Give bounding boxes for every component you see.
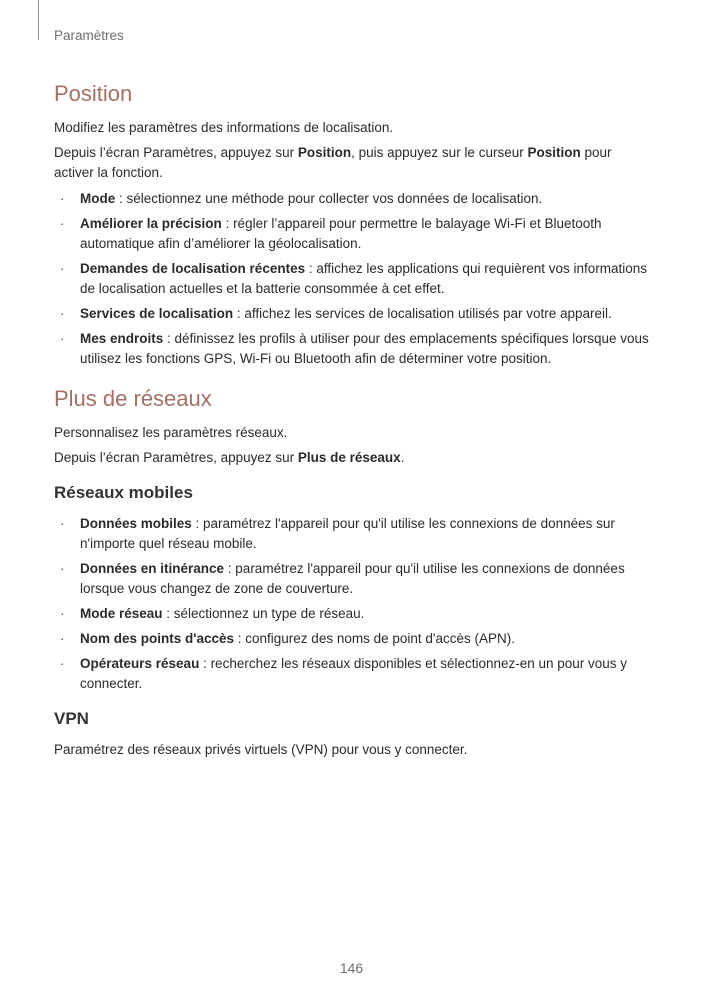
bullet-icon: · <box>60 261 65 276</box>
reseaux-mobiles-list <box>54 514 654 694</box>
list-item: · Données en itinérance : paramétrez l'appareil pour qu'il utilise les connexions de données lorsque vous changez de zone de couverture. <box>60 561 625 596</box>
subsection-reseaux-mobiles <box>54 482 654 694</box>
subsection-title-reseaux-mobiles: Réseaux mobiles <box>54 483 193 502</box>
bullet-icon: · <box>60 306 65 321</box>
plus-reseaux-instruction: Depuis l’écran Paramètres, appuyez sur Plus de réseaux. <box>54 450 405 465</box>
running-header: Paramètres <box>54 28 124 43</box>
list-item: · Opérateurs réseau : recherchez les réseaux disponibles et sélectionnez-en un pour vous y connecter. <box>60 656 628 691</box>
bullet-icon: · <box>60 216 65 231</box>
plus-reseaux-intro: Personnalisez les paramètres réseaux. <box>54 425 288 440</box>
subsection-vpn <box>54 708 654 760</box>
page-number: 146 <box>339 960 364 976</box>
bullet-icon: · <box>60 191 65 206</box>
bullet-icon: · <box>60 516 65 531</box>
term-plus-de-reseaux: Plus de réseaux <box>297 450 401 465</box>
list-item: · Améliorer la précision : régler l’appareil pour permettre le balayage Wi-Fi et Bluetooth automatique afin d’améliorer la géolocalisation. <box>60 216 602 251</box>
list-item: · Mes endroits : définissez les profils à utiliser pour des emplacements spécifiques lorsque vous utilisez les fonctions GPS, Wi-Fi ou Bluetooth afin de déterminer votre position. <box>60 331 649 366</box>
list-item: · Données mobiles : paramétrez l'appareil pour qu'il utilise les connexions de données sur n'importe quel réseau mobile. <box>60 516 615 551</box>
position-instruction: Depuis l’écran Paramètres, appuyez sur Position, puis appuyez sur le curseur Position pour activer la fonction. <box>54 145 612 180</box>
bullet-icon: · <box>60 561 65 576</box>
subsection-title-vpn: VPN <box>54 709 89 728</box>
position-intro: Modifiez les paramètres des informations de localisation. <box>54 120 394 135</box>
bullet-icon: · <box>60 656 65 671</box>
list-item: · Services de localisation : affichez les services de localisation utilisés par votre appareil. <box>54 304 654 324</box>
page-content <box>54 80 654 765</box>
list-item: · Mode réseau : sélectionnez un type de réseau. <box>54 604 654 624</box>
bullet-icon: · <box>60 606 65 621</box>
bullet-icon: · <box>60 331 65 346</box>
term-position-switch: Position <box>527 145 581 160</box>
position-options-list <box>54 189 654 369</box>
list-item: · Mode : sélectionnez une méthode pour collecter vos données de localisation. <box>54 189 654 209</box>
bullet-icon: · <box>60 631 65 646</box>
section-position <box>54 80 654 369</box>
term-position: Position <box>297 145 352 160</box>
list-item: · Demandes de localisation récentes : affichez les applications qui requièrent vos informations de localisation actuelles et la batterie consommée à cet effet. <box>60 261 648 296</box>
section-plus-de-reseaux <box>54 385 654 468</box>
section-title-position: Position <box>54 81 133 106</box>
vpn-text: Paramétrez des réseaux privés virtuels (VPN) pour vous y connecter. <box>54 742 468 757</box>
list-item: · Nom des points d'accès : configurez des noms de point d'accès (APN). <box>54 629 654 649</box>
section-title-plus-de-reseaux: Plus de réseaux <box>54 386 212 411</box>
header-rule <box>38 0 39 40</box>
